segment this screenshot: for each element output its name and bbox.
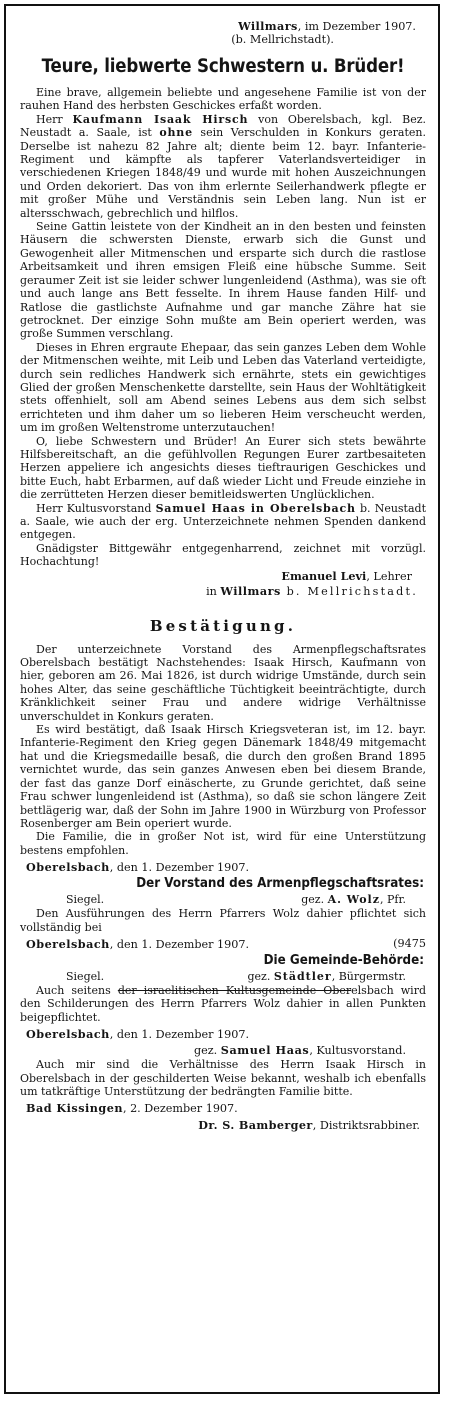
sig-2-post: , Bürgermstr. xyxy=(331,969,406,983)
dateline-date: , im Dezember 1907. xyxy=(297,20,416,33)
sig-1-pre: gez. xyxy=(301,893,328,907)
sig-3-pre: gez. xyxy=(193,1044,221,1058)
date-1-location: Oberelsbach xyxy=(26,860,110,875)
confirmation-date-4 xyxy=(26,1101,426,1116)
confirmation-paragraph-2: Es wird bestätigt, daß Isaak Hirsch Kriegsveteran ist, im 12. bayr. Infanterie-Regiment den Krieg gegen Dänemark 1848/49 mitgemacht hat und die Kriegsmedaille besaß, die durch den großen Brand 1895 vernichtet wurde, das sein ganzes Anwesen eben bei diesem Brande, der fast das ganze Dorf einäscherte, zu Grunde gerichtet, daß seine Frau schwer lungenleidend ist (Asthma), so daß sie schon längere Zeit bettlägerig war, daß der Sohn im Jahre 1900 in Würzburg von Professor Rosenberger am Bein operiert wurde. xyxy=(20,723,426,830)
appeal-paragraph-5: O, liebe Schwestern und Brüder! An Eurer sich stets bewährte Hilfsbereitschaft, an die gefühlvollen Regungen Eurer zartbesaiteten Herzen appeliere ich angesichts dieses tieftraurigen Geschickes und bitte Euch, habt Erbarmen, auf daß wieder Licht und Freude einziehe in die zerrütteten Herzen dieser bemitleidswerten Unglücklichen. xyxy=(20,434,426,502)
date-2-location: Oberelsbach xyxy=(26,936,110,951)
appeal-paragraph-1: Eine brave, allgemein beliebte und angesehene Familie ist von der rauhen Hand des herbsten Geschickes erfaßt worden. xyxy=(20,86,426,113)
signer-in: in xyxy=(206,584,221,598)
signature-3 xyxy=(20,1043,406,1058)
appeal-p6-b: b. Neustadt a. Saale, wie auch der erg. Unterzeichnete nehmen Spenden dankend entgegen. xyxy=(20,501,426,542)
sig-1-name: A. Wolz xyxy=(327,893,380,907)
date-2-rest: , den 1. Dezember 1907. xyxy=(109,937,250,951)
appeal-paragraph-6 xyxy=(20,502,426,542)
seal-row-2 xyxy=(20,970,426,984)
merchant-name: Kaufmann Isaak Hirsch xyxy=(72,112,249,126)
appeal-paragraph-4: Dieses in Ehren ergraute Ehepaar, das sein ganzes Leben dem Wohle der Mitmenschen weihte, mit Leib und Leben das Vaterland verteidigte, durch sein redliches Handwerk sich ernährte, stets ein gewichtiges Glied der großen Menschenkette darstellte, sein Haus der Wohltätigkeit stets offenhielt, soll am Abend seines Lebens aus dem sich selbst errichteten und ihm daher um so lieberen Heim verscheucht werden, um im großen Weltenstrome unterzutauchen! xyxy=(20,340,426,435)
confirmation-date-2 xyxy=(26,937,426,952)
p5-b: elsbach wird den Schilderungen des Herrn Pfarrers Wolz dahier in allen Punkten beigepflichtet. xyxy=(20,983,427,1024)
date-3-location: Oberelsbach xyxy=(26,1027,110,1042)
appeal-paragraph-7: Gnädigster Bittgewähr entgegenharrend, zeichnet mit vorzügl. Hochachtung! xyxy=(20,541,426,569)
date-4-rest: , 2. Dezember 1907. xyxy=(122,1102,238,1116)
headline: Teure, liebwerte Schwestern u. Brüder! xyxy=(41,56,405,77)
sig-3-name: Samuel Haas xyxy=(220,1043,310,1058)
sig-3-post: , Kultusvorstand. xyxy=(309,1044,406,1058)
sig-4-post: , Distriktsrabbiner. xyxy=(312,1119,420,1133)
date-1-rest: , den 1. Dezember 1907. xyxy=(109,861,250,875)
p5-struck-text: der israelitischen Kultusgemeinde Ober xyxy=(117,983,352,997)
appeal-signature-name xyxy=(20,569,412,584)
signer-name: Emanuel Levi xyxy=(281,568,367,583)
confirmation-paragraph-3: Die Familie, die in großer Not ist, wird für eine Unterstützung bestens empfohlen. xyxy=(20,830,426,857)
p5-a: Auch seitens xyxy=(36,983,118,997)
appeal-p2-c: sein Verschulden in Konkurs geraten. Derselbe ist nahezu 82 Jahre alt; diente beim 12. bayr. Infanterie-Regiment und kämpfte als tapferer Vaterlandsverteidiger in verschiedenen Kriegen 1848/49 und wurde mit hohen Auszeichnungen und Orden dekoriert. Das von ihm erlernte Seilerhandwerk pflegte er mit großer Mühe und Verständnis sein Leben lang. Nun ist er altersschwach, gebrechlich und hilflos. xyxy=(20,126,426,220)
emphasis-ohne: ohne xyxy=(159,126,193,140)
confirmation-paragraph-5 xyxy=(20,984,426,1024)
seal-label-1: Siegel. xyxy=(66,893,105,907)
signature-4 xyxy=(20,1118,420,1133)
appeal-p6-a: Herr Kultusvorstand xyxy=(36,501,156,515)
confirmation-paragraph-1: Der unterzeichnete Vorstand des Armenpflegschaftsrates Oberelsbach bestätigt Nachstehendes: Isaak Hirsch, Kaufmann von hier, geboren am 26. Mai 1826, ist durch widrige Umstände, durch sein hohes Alter, das seine geschäftliche Tüchtigkeit beeinträchtigte, durch Kränklichkeit seiner Frau und andere widrige Verhältnisse unverschuldet in Konkurs geraten. xyxy=(20,642,426,723)
authority-heading: Die Gemeinde-Behörde: xyxy=(263,952,424,968)
dateline xyxy=(20,20,416,33)
sig-2-pre: gez. xyxy=(247,969,274,983)
appeal-signature-place xyxy=(20,584,418,599)
signer-place-rest: b. Mellrichstadt. xyxy=(280,584,418,598)
confirmation-title: Bestätigung. xyxy=(149,616,297,635)
date-4-location: Bad Kissingen xyxy=(26,1101,123,1116)
sig-4-name: Dr. S. Bamberger xyxy=(198,1118,313,1133)
sig-2-name: Städtler xyxy=(273,969,332,983)
date-3-rest: , den 1. Dezember 1907. xyxy=(109,1028,250,1042)
signer-place: Willmars xyxy=(220,583,281,598)
confirmation-paragraph-6: Auch mir sind die Verhältnisse des Herrn Isaak Hirsch in Oberelsbach in der geschilderten Weise bekannt, weshalb ich ebenfalls um tatkräftige Unterstützung der bedrängten Familie bitte. xyxy=(20,1058,426,1098)
confirmation-date-1 xyxy=(26,860,426,875)
appeal-p2-b: von Oberelsbach, kgl. Bez. Neustadt a. Saale, ist xyxy=(20,112,426,140)
council-heading: Der Vorstand des Armenpflegschaftsrates: xyxy=(136,876,425,892)
dateline-location: Willmars xyxy=(238,19,298,33)
signer-title: , Lehrer xyxy=(366,569,412,583)
confirmation-paragraph-4: Den Ausführungen des Herrn Pfarrers Wolz dahier pflichtet sich vollständig bei xyxy=(20,907,426,934)
sig-1-post: , Pfr. xyxy=(379,893,406,907)
signature-1 xyxy=(301,893,406,907)
seal-row-1 xyxy=(20,893,426,907)
appeal-p2-a: Herr xyxy=(36,112,73,126)
advertisement-frame xyxy=(4,4,440,1394)
appeal-paragraph-2 xyxy=(20,113,426,220)
appeal-paragraph-3: Seine Gattin leistete von der Kindheit an in den besten und feinsten Häusern die schwersten Dienste, erwarb sich die Gunst und Gewogenheit aller Mitmenschen und ersparte sich durch die rastlose Arbeitsamkeit und ihren emsigen Fleiß eine hübsche Summe. Seit geraumer Zeit ist sie leider schwer lungenleidend (Asthma), was sie oft und auch lange ans Bett fesselte. In ihrem Hause fanden Hilf- und Ratlose die gastlichste Aufnahme und gar manche Zähre hat sie getrocknet. Der einzige Sohn mußte am Bein operiert werden, was große Summen verschlang. xyxy=(20,220,426,341)
reference-number: (9475 xyxy=(393,936,426,950)
signature-2 xyxy=(247,970,406,984)
kultusvorstand-name: Samuel Haas in Oberelsbach xyxy=(155,501,356,515)
seal-label-2: Siegel. xyxy=(66,969,105,983)
dateline-sub-location: (b. Mellrichstadt). xyxy=(231,33,334,46)
confirmation-date-3 xyxy=(26,1027,426,1042)
